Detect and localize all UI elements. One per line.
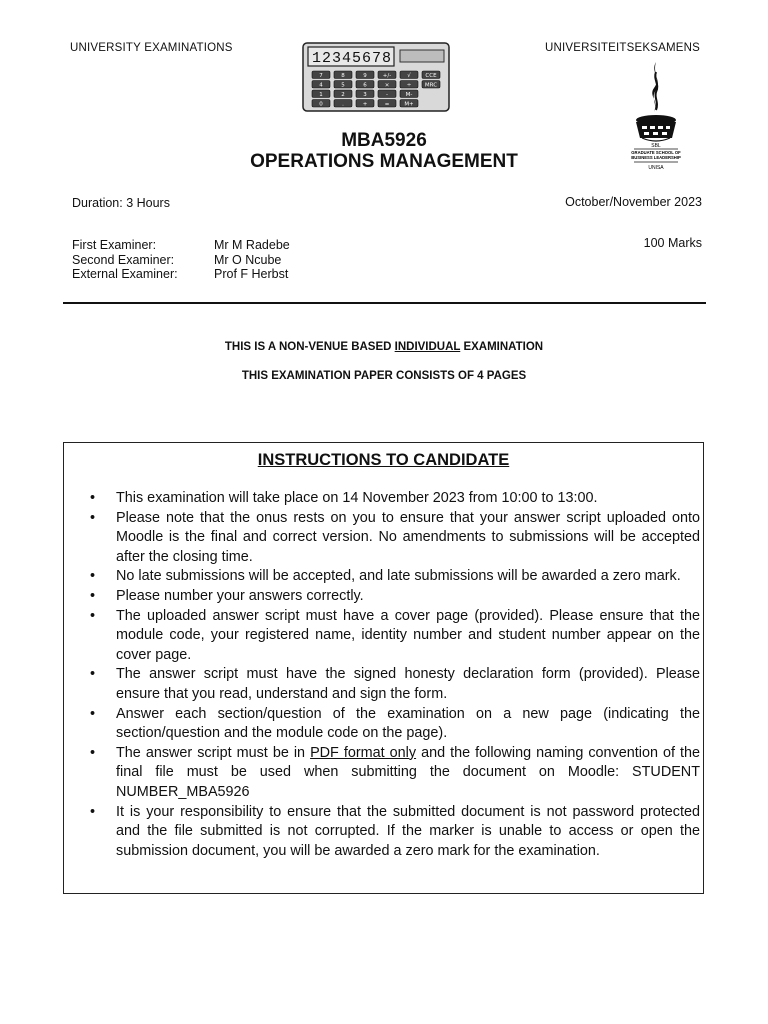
exam-type-notice: THIS IS A NON-VENUE BASED INDIVIDUAL EXAMINATION <box>224 341 544 353</box>
calculator-key-label: ÷ <box>406 82 412 89</box>
crest-line: UNISA <box>648 165 664 171</box>
calculator-key-label: CCE <box>425 73 437 79</box>
calculator-key-label: 4 <box>319 82 323 89</box>
examiner-name: Mr O Ncube <box>214 252 282 267</box>
instructions-list <box>88 489 700 861</box>
module-title: OPERATIONS MANAGEMENT <box>250 151 518 172</box>
examiner-names <box>214 238 290 282</box>
crest-line: SBL <box>651 143 661 149</box>
calculator-key-label: 2 <box>341 92 345 98</box>
list-item: • No late submissions will be accepted, and late submissions will be awarded a zero mark. <box>88 567 700 587</box>
examiner-role: First Examiner: <box>72 238 157 252</box>
calculator-key-label: 5 <box>341 82 345 89</box>
calculator-key-label: - <box>386 92 388 98</box>
calculator-key-label: 8 <box>341 73 345 79</box>
total-marks: 100 Marks <box>643 236 702 250</box>
examiner-role: External Examiner: <box>72 267 178 281</box>
calculator-key-label: . <box>342 101 344 108</box>
list-item: • It is your responsibility to ensure that the submitted document is not password protected and the file submitted is not corrupted. If the marker is unable to access or open the submission document, you will be awarded a zero mark for the examination. <box>88 803 700 862</box>
calculator-key-label: + <box>362 101 368 108</box>
crest-line: GRADUATE SCHOOL OF <box>631 150 681 155</box>
list-item: • Please note that the onus rests on you to ensure that your answer script uploaded onto Moodle is the final and correct version. No amendments to submissions will be accepted after the closing time. <box>88 509 700 568</box>
crest-line: BUSINESS LEADERSHIP <box>631 155 681 160</box>
examiner-roles <box>72 238 178 282</box>
calculator-key-label: 6 <box>363 82 367 89</box>
calculator-key-label: 9 <box>363 73 367 79</box>
instructions-box <box>63 442 704 894</box>
instructions-heading: INSTRUCTIONS TO CANDIDATE <box>257 451 510 469</box>
list-item: • The answer script must be in PDF format only and the following naming convention of the final file must be used when submitting the document on Moodle: STUDENT NUMBER_MBA5926 <box>88 744 700 803</box>
page-count-notice: THIS EXAMINATION PAPER CONSISTS OF 4 PAGES <box>241 370 527 382</box>
header-right-label: UNIVERSITEITSEKSAMENS <box>544 42 700 54</box>
list-item: • The uploaded answer script must have a cover page (provided). Please ensure that the module code, your registered name, identity number and student number appear on the cover page. <box>88 607 700 666</box>
header-divider <box>63 302 706 304</box>
calculator-key-label: 7 <box>319 73 323 79</box>
calculator-key-label: × <box>384 82 390 89</box>
list-item: • The answer script must have the signed honesty declaration form (provided). Please ensure that you read, understand and sign the form. <box>88 665 700 704</box>
calculator-key-label: M- <box>405 92 413 98</box>
header-left-label: UNIVERSITY EXAMINATIONS <box>70 42 233 54</box>
calculator-key-label: √ <box>407 73 411 79</box>
examiner-name: Prof F Herbst <box>214 267 289 281</box>
calculator-display: 12345678 <box>312 50 393 67</box>
list-item: • Answer each section/question of the examination on a new page (indicating the section/question and the module code on the page). <box>88 705 700 744</box>
examiner-name: Mr M Radebe <box>214 238 290 252</box>
calculator-key-label: MRC <box>424 82 438 89</box>
calculator-key-label: = <box>384 101 390 108</box>
calculator-key-label: 1 <box>319 92 323 98</box>
calculator-logo <box>302 42 450 112</box>
list-item: • Please number your answers correctly. <box>88 587 700 607</box>
calculator-key-label: 0 <box>319 101 323 108</box>
examiner-role: Second Examiner: <box>72 252 175 267</box>
duration: Duration: 3 Hours <box>72 196 170 210</box>
exam-session: October/November 2023 <box>565 195 702 209</box>
module-code: MBA5926 <box>341 130 427 151</box>
list-item: • This examination will take place on 14 November 2023 from 10:00 to 13:00. <box>88 489 700 509</box>
calculator-key-label: M+ <box>404 101 414 108</box>
calculator-key-label: 3 <box>363 92 367 98</box>
calculator-key-label: +/- <box>382 73 392 79</box>
